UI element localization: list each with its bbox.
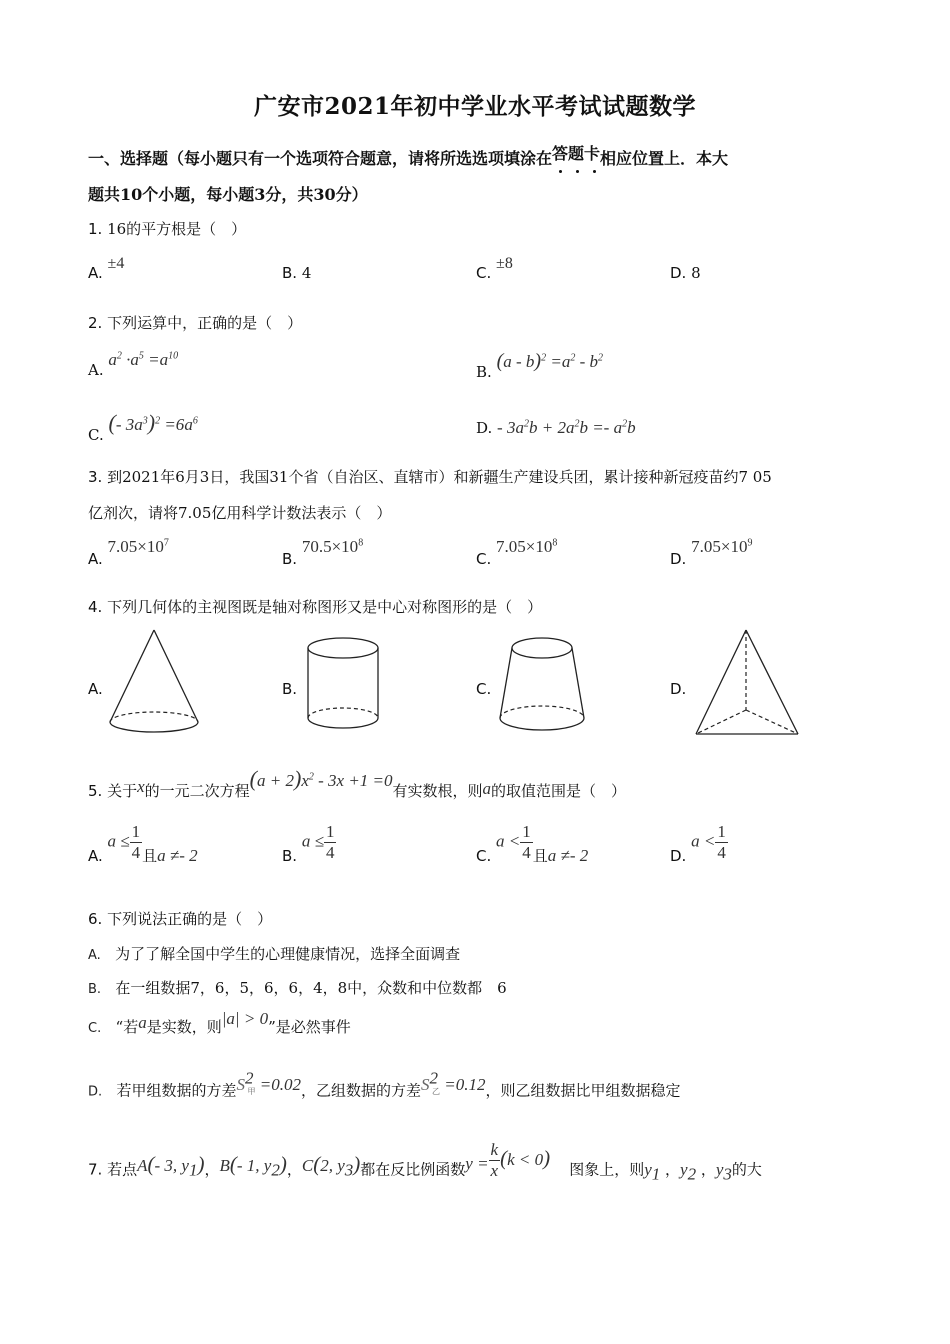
formula: $S^2_乙 =0.12$ [420,1068,486,1097]
option-text: 是实数，则 [146,1018,222,1036]
formula: $(a - b)^2 =a^2 - b^2$ [496,350,603,372]
question-text: 16的平方根是（ ） [107,220,247,238]
exponent: 7 [163,537,169,549]
question-4 [88,596,542,617]
formula: a ≠- 2 [547,845,589,865]
q1-option-b [282,264,311,282]
option-label: B. [476,363,492,381]
separator: ， [204,1160,220,1179]
option-label: C. [476,846,492,865]
option-text: ，乙组数据的方差 [300,1081,421,1100]
question-text: 下列运算中，正确的是（ ） [107,314,303,332]
option-label: A. [88,361,104,379]
formula: a ≤ [301,831,324,851]
fraction: $\frac{1}{4}$ [131,822,141,862]
option-label: D. [88,1084,103,1100]
fraction: $\frac{1}{4}$ [325,822,335,862]
option-label: B. [88,982,102,997]
equation: $(a + 2)x^2 - 3x +1 =0$ [249,766,393,791]
point-a: A(- 3, $y_1$) [137,1151,205,1179]
question-text: 的取值范围是（ ） [491,782,627,800]
q3-option-b [282,537,364,568]
q2-option-d [476,418,636,438]
formula: $7.05\times 10^7$ [107,537,169,556]
option-label: C. [476,264,492,282]
question-number: 5. [88,782,103,800]
option-text: ”是必然事件 [268,1018,351,1036]
question-text: 有实数根，则 [392,782,483,800]
q6-option-a [88,943,460,964]
option-label: D. [476,419,493,437]
fraction: $\frac{1}{4}$ [522,822,531,862]
section-heading-line1 [88,146,728,169]
mantissa: 7.05 [107,537,138,556]
question-number: 1. [88,220,103,238]
qie-text: 且 [142,846,158,865]
q4-option-c-label: C. [476,680,492,698]
q1-option-d [670,264,701,282]
q5-option-a [88,822,198,863]
exponent: 8 [358,537,364,549]
subscript: 乙 [431,1087,440,1097]
emphasis-answer-card [552,144,601,168]
q5-option-d [670,822,728,863]
var-a: a [482,779,492,798]
option-text: “若 [115,1018,139,1036]
exponent: 9 [747,537,753,549]
q1-option-c [476,255,513,283]
formula: (- $3a^3)^2 =6a^6$ [108,410,198,435]
q1-option-a [88,255,125,283]
var-a: a [138,1013,147,1032]
mantissa: 70.5 [301,537,332,556]
option-text: 为了了解全国中学生的心理健康情况，选择全面调查 [115,945,461,963]
question-3-line1 [88,466,772,487]
question-text: 下列说法正确的是（ ） [107,910,273,928]
cone-icon [104,626,204,738]
question-text: 关于 [107,782,138,800]
option-value: ±4 [107,255,125,272]
option-label: D. [670,846,687,865]
question-3-line2: 亿剂次，请将7.05亿用科学计数法表示（ ） [88,504,392,522]
question-7: 7. 若点A(- 3, $y_1$)，B(- 1, $y_2$)，C(2, $y_3$)都在反比例函数y = $\frac{k}{x}$ (k < 0) 图象上，则$y_1$ ，$y_2$ ，$y_3$的大 [88,1140,762,1183]
question-text: 到2021年6月3日，我国31个省（自治区、直辖市）和新疆生产建设兵团，累计接种新冠疫苗约7 05 [107,468,772,486]
formula: a ≤ [107,831,130,851]
q3-option-d [670,537,753,568]
fraction: $\frac{k}{x}$ [490,1140,499,1180]
emphasis-dot [576,170,579,173]
var-y2: $y_2$ [680,1159,697,1183]
q6-option-b [88,977,507,998]
option-value: 8 [691,264,701,282]
option-label: C. [88,426,104,444]
point-b: B(- 1, $y_2$) [219,1151,287,1179]
formula: $7.05\times 10^9$ [691,537,753,556]
question-text: 图象上，则 [569,1160,645,1179]
formula: - $3a^2b + 2a^2b =- a^2b$ [497,418,636,437]
q2-option-c [88,410,198,444]
question-5 [88,766,627,802]
var-x: x [137,777,145,796]
question-text: 都在反比例函数 [360,1160,466,1179]
subscript: 甲 [247,1087,256,1097]
qie-text: 且 [532,846,548,865]
mantissa: 7.05 [496,537,526,556]
question-6 [88,908,272,929]
cylinder-icon [302,634,386,734]
question-number: 6. [88,910,103,928]
formula: |a| > 0 [221,1009,269,1028]
section-heading-text-end: 相应位置上．本大 [600,149,729,168]
q6-option-c [88,1009,351,1037]
option-label: B. [282,846,298,865]
question-1 [88,218,246,239]
option-label: B. [282,550,298,568]
formula: $a^2 \cdot a^5 =a^{10}$ [108,350,179,369]
option-label: A. [88,846,103,865]
mantissa: 7.05 [691,537,721,556]
emphasis-dot [593,170,596,173]
var-y1: $y_1$ [644,1159,661,1183]
q2-option-a [88,350,179,379]
var-y3: $y_3$ [715,1159,732,1183]
q3-option-c [476,537,558,568]
formula: $70.5\times 10^8$ [301,537,364,556]
option-label: A. [88,948,101,963]
formula: a < [496,831,521,851]
question-number: 7. [88,1160,103,1179]
q6-option-d [88,1068,681,1103]
option-label: C. [88,1021,102,1036]
page-title: 广安市2021年初中学业水平考试试题数学 [253,93,696,120]
question-text: 若点 [107,1160,138,1179]
option-text: ，则乙组数据比甲组数据稳定 [485,1081,681,1100]
question-text: 的大 [731,1160,762,1179]
question-text: 下列几何体的主视图既是轴对称图形又是中心对称图形的是（ ） [107,598,543,616]
formula: $7.05\times 10^8$ [496,537,558,556]
option-label: C. [476,550,492,568]
frustum-icon [494,634,590,738]
q5-option-b [282,822,336,863]
q4-option-a-label: A. [88,680,103,698]
value: =0.02 [259,1074,301,1094]
q5-option-c [476,822,588,863]
separator: ， [286,1160,302,1179]
q4-option-d-label: D. [670,680,687,698]
option-label: A. [88,550,103,568]
tetrahedron-icon [690,626,804,738]
option-value: 4 [301,264,312,282]
question-2 [88,312,302,333]
section-heading-text: 一、选择题（每小题只有一个选项符合题意，请将所选选项填涂在 [88,149,553,168]
q4-option-b-label: B. [282,680,298,698]
question-text: 的一元二次方程 [144,782,250,800]
option-label: D. [670,550,687,568]
value: =0.12 [444,1074,486,1094]
exponent: 8 [552,537,558,549]
option-label: D. [670,264,687,282]
section-heading-line2: 题共10个小题，每小题3分，共30分） [88,185,368,204]
emphasis-dot [559,170,562,173]
option-value: ±8 [496,255,513,272]
question-number: 2. [88,314,103,332]
formula: a < [691,831,716,851]
option-label: B. [282,264,298,282]
q3-option-a [88,537,169,568]
function: y = [465,1153,489,1173]
formula: $S^2_甲 =0.02$ [236,1068,301,1097]
point-c: C(2, $y_3$) [301,1151,361,1179]
condition: (k < 0) [500,1145,551,1170]
formula: a ≠- 2 [157,845,198,865]
option-text: 在一组数据7，6，5，6，6，4，8中，众数和中位数都 6 [115,979,507,997]
fraction: $\frac{1}{4}$ [717,822,726,862]
q2-option-b [476,350,603,381]
option-text: 若甲组数据的方差 [116,1081,237,1100]
question-number: 3. [88,468,103,486]
emphasis-text: 答题卡 [552,144,601,163]
question-number: 4. [88,598,103,616]
option-label: A. [88,264,103,282]
